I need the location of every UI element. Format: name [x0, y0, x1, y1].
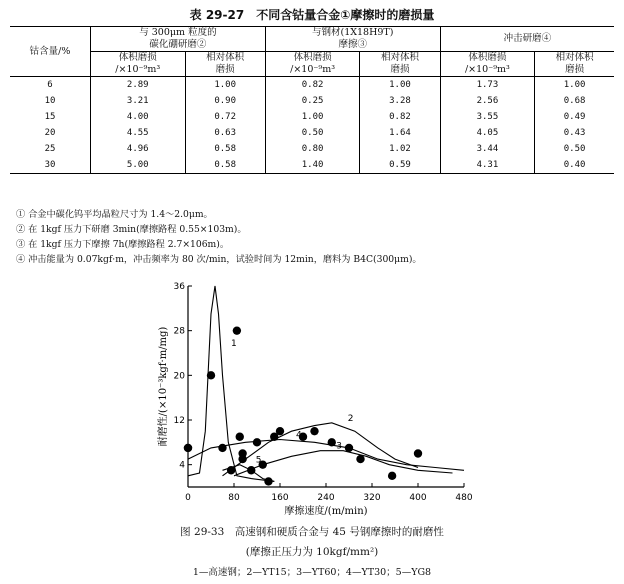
data-point	[310, 427, 318, 435]
table-cell: 3.44	[440, 141, 535, 157]
table-cell: 1.40	[265, 157, 360, 174]
table-cell: 25	[44, 144, 56, 154]
table-cell: 0.80	[265, 141, 360, 157]
table-cell: 0.90	[185, 93, 265, 109]
table-cell: 0.58	[185, 157, 265, 174]
table-cell: 5.00	[91, 157, 186, 174]
group-header-2: 与钢材(1X18H9T) 摩擦③	[265, 27, 440, 52]
footnote: ① 合金中碳化钨平均晶粒尺寸为 1.4～2.0μm。	[16, 209, 213, 220]
series-label: 3	[336, 441, 342, 452]
x-tick-label: 0	[185, 493, 191, 503]
table-cell: 4.55	[91, 125, 186, 141]
table-cell: 1.73	[440, 77, 535, 94]
table-cell: 0.50	[265, 125, 360, 141]
table-cell: 0.82	[265, 77, 360, 94]
table-cell: 1.00	[535, 77, 614, 94]
table-cell: 2.56	[440, 93, 535, 109]
table-cell: 1.64	[360, 125, 440, 141]
data-point	[233, 326, 241, 334]
data-point	[247, 466, 255, 474]
table-cell: 4.31	[440, 157, 535, 174]
table-cell: 4.05	[440, 125, 535, 141]
series-label: 5	[255, 455, 262, 466]
series-line-1	[188, 286, 274, 481]
table-cell: 0.58	[185, 141, 265, 157]
sub-header-volume: 体积磨损 /×10⁻⁹m³	[91, 52, 186, 77]
data-point	[184, 444, 192, 452]
table-cell: 6	[47, 80, 53, 90]
figure-legend: 1—高速钢；2—YT15；3—YT60；4—YT30；5—YG8	[192, 567, 432, 578]
table-cell: 1.00	[185, 77, 265, 94]
sub-header-volume: 体积磨损 /×10⁻⁹m³	[265, 52, 360, 77]
sub-header-relative: 相对体积 磨损	[535, 52, 614, 77]
table-cell: 0.59	[360, 157, 440, 174]
y-tick-label: 28	[173, 326, 185, 337]
table-cell: 1.00	[360, 77, 440, 94]
table-cell: 0.82	[360, 109, 440, 125]
x-tick-label: 240	[317, 493, 335, 503]
table-cell: 3.21	[91, 93, 186, 109]
cobalt-header: 钴含量/%	[10, 27, 91, 77]
table-cell: 3.28	[360, 93, 440, 109]
table-cell: 0.43	[535, 125, 614, 141]
table-cell: 3.55	[440, 109, 535, 125]
data-point	[253, 438, 261, 446]
data-point	[388, 472, 396, 480]
table-cell: 0.50	[535, 141, 614, 157]
footnote: ③ 在 1kgf 压力下摩擦 7h(摩擦路程 2.7×106m)。	[16, 239, 230, 250]
table-cell: 4.00	[91, 109, 186, 125]
y-tick-label: 12	[173, 416, 185, 426]
sub-header-volume: 体积磨损 /×10⁻⁹m³	[440, 52, 535, 77]
table-cell: 15	[44, 112, 56, 122]
group-header-3: 冲击研磨④	[440, 27, 614, 52]
data-point	[414, 449, 422, 457]
x-tick-label: 80	[228, 493, 240, 503]
table-cell: 10	[44, 96, 56, 106]
data-point	[218, 444, 226, 452]
table-cell: 0.63	[185, 125, 265, 141]
series-line-4	[188, 440, 464, 471]
table-cell: 4.96	[91, 141, 186, 157]
table-cell: 0.68	[535, 93, 614, 109]
table-cell: 30	[10, 157, 91, 174]
figure-condition: (摩擦正压力为 10kgf/mm²)	[245, 546, 379, 558]
x-tick-label: 160	[271, 493, 289, 503]
x-tick-label: 480	[455, 493, 473, 503]
table-title: 表 29-27 不同含钴量合金①摩擦时的磨损量	[189, 8, 435, 22]
y-axis-label: 耐磨性/(×10⁻³kgf·m/mg)	[158, 326, 169, 447]
table-cell: 0.72	[185, 109, 265, 125]
data-point	[236, 433, 244, 441]
data-point	[264, 477, 272, 485]
series-label: 2	[347, 413, 354, 424]
y-tick-label: 4	[179, 460, 185, 471]
sub-header-relative: 相对体积 磨损	[360, 52, 440, 77]
data-point	[238, 455, 246, 463]
x-axis-label: 摩擦速度/(m/min)	[284, 506, 368, 517]
footnote: ④ 冲击能量为 0.07kgf·m，冲击频率为 80 次/min，试验时间为 12min，磨料为 B4C(300μm)。	[16, 254, 422, 265]
figure-caption: 图 29-33 高速钢和硬质合金与 45 号钢摩擦时的耐磨性	[180, 526, 444, 538]
x-tick-label: 400	[409, 493, 427, 503]
table-cell: 0.40	[535, 157, 614, 174]
y-tick-label: 36	[173, 282, 185, 292]
series-label: 4	[296, 430, 302, 441]
series-label: 1	[231, 339, 237, 349]
table-cell: 20	[44, 128, 56, 138]
table-cell: 1.00	[265, 109, 360, 125]
table-cell: 2.89	[91, 77, 186, 94]
table-cell: 0.49	[535, 109, 614, 125]
data-point	[356, 455, 364, 463]
table-cell: 1.02	[360, 141, 440, 157]
y-tick-label: 20	[173, 371, 185, 382]
footnote: ② 在 1kgf 压力下研磨 3min(摩擦路程 0.55×103m)。	[16, 224, 247, 235]
group-header-1: 与 300μm 粒度的 碳化硼研磨②	[91, 27, 266, 52]
data-point	[207, 371, 215, 379]
sub-header-relative: 相对体积 磨损	[185, 52, 265, 77]
table-cell: 0.25	[265, 93, 360, 109]
x-tick-label: 320	[363, 493, 381, 503]
